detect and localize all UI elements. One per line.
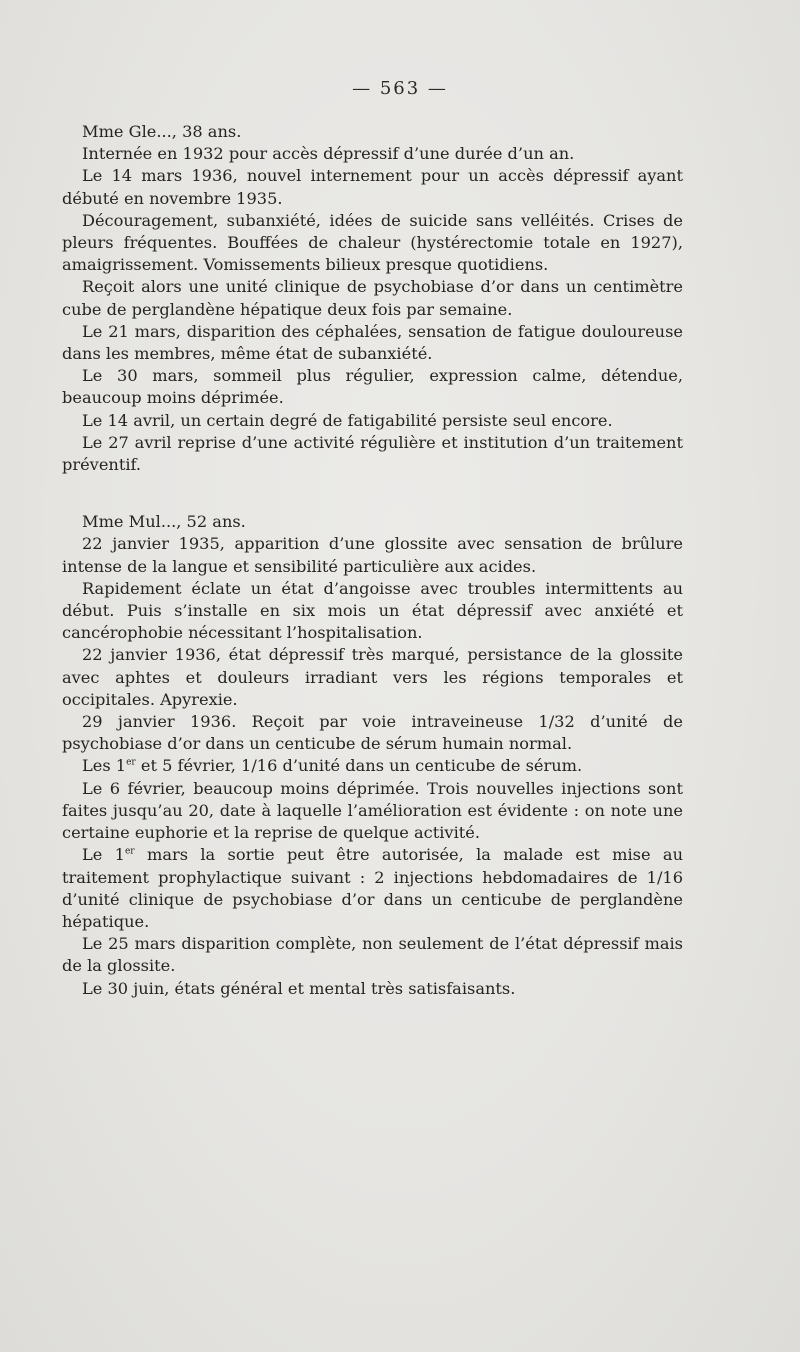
case-header: Mme Gle..., 38 ans. [82, 122, 242, 141]
paragraph: Le 27 avril reprise d’une activité régulière et institution d’un traitement préventif. [62, 432, 683, 475]
paragraph: Le 30 juin, états général et mental très satisfaisants. [82, 978, 516, 998]
paragraph-february [62, 755, 683, 777]
paragraph: Le 30 mars, sommeil plus régulier, expression calme, détendue, beaucoup moins déprimée. [62, 366, 683, 408]
superscript: er [126, 758, 136, 769]
paragraph: Le 14 mars 1936, nouvel internement pour un accès dépressif ayant débuté en novembre 1935. [62, 166, 683, 208]
paragraph: 29 janvier 1936. Reçoit par voie intraveineuse 1/32 d’unité de psychobiase d’or dans un centicube de sérum humain normal. [62, 712, 683, 754]
case-gle [62, 121, 683, 476]
superscript: er [124, 846, 135, 857]
case-mul [62, 511, 683, 999]
body-text [62, 121, 683, 1000]
text-run: mars la sortie peut être autorisée, la malade est mise au traitement prophylactique suivant : 2 injections hebdomadaires de 1/16 d’unité clinique de psychobiase d’or dans un centicube de perglandène hépatique. [62, 845, 683, 931]
paragraph-march [62, 844, 683, 933]
paragraph: Le 21 mars, disparition des céphalées, sensation de fatigue douloureuse dans les membres, même état de subanxiété. [62, 321, 683, 364]
text-run: Les 1 [82, 756, 127, 776]
text-run: et 5 février, 1/16 d’unité dans un centicube de sérum. [135, 756, 583, 776]
paragraph: 22 janvier 1936, état dépressif très marqué, persistance de la glossite avec aphtes et douleurs irradiant vers les régions temporales et occipitales. Apyrexie. [62, 645, 683, 709]
paragraph: 22 janvier 1935, apparition d’une glossite avec sensation de brûlure intense de la langue et sensibilité particulière aux acides. [62, 534, 683, 576]
paragraph: Découragement, subanxiété, idées de suicide sans velléités. Crises de pleurs fréquentes. Bouffées de chaleur (hystérectomie totale en 1927), amaigrissement. Vomissements bilieux presque quotidiens. [62, 210, 683, 275]
paragraph: Rapidement éclate un état d’angoisse avec troubles intermittents au début. Puis s’installe en six mois un état dépressif avec anxiété et cancérophobie nécessitant l’hospitalisation. [62, 578, 683, 643]
paragraph: Internée en 1932 pour accès dépressif d’une durée d’un an. [82, 144, 575, 164]
paragraph: Reçoit alors une unité clinique de psychobiase d’or dans un centimètre cube de perglandène hépatique deux fois par semaine. [62, 277, 683, 319]
text-run: Le 1 [82, 845, 125, 865]
paragraph: Le 6 février, beaucoup moins déprimée. Trois nouvelles injections sont faites jusqu’au 20, date à laquelle l’amélioration est évidente : on note une certaine euphorie et la reprise de quelque activité. [62, 778, 683, 843]
paragraph: Le 25 mars disparition complète, non seulement de l’état dépressif mais de la glossite. [62, 934, 683, 976]
case-header: Mme Mul..., 52 ans. [82, 512, 246, 532]
paragraph: Le 14 avril, un certain degré de fatigabilité persiste seul encore. [82, 410, 613, 430]
page-number: — 563 — [352, 78, 448, 99]
